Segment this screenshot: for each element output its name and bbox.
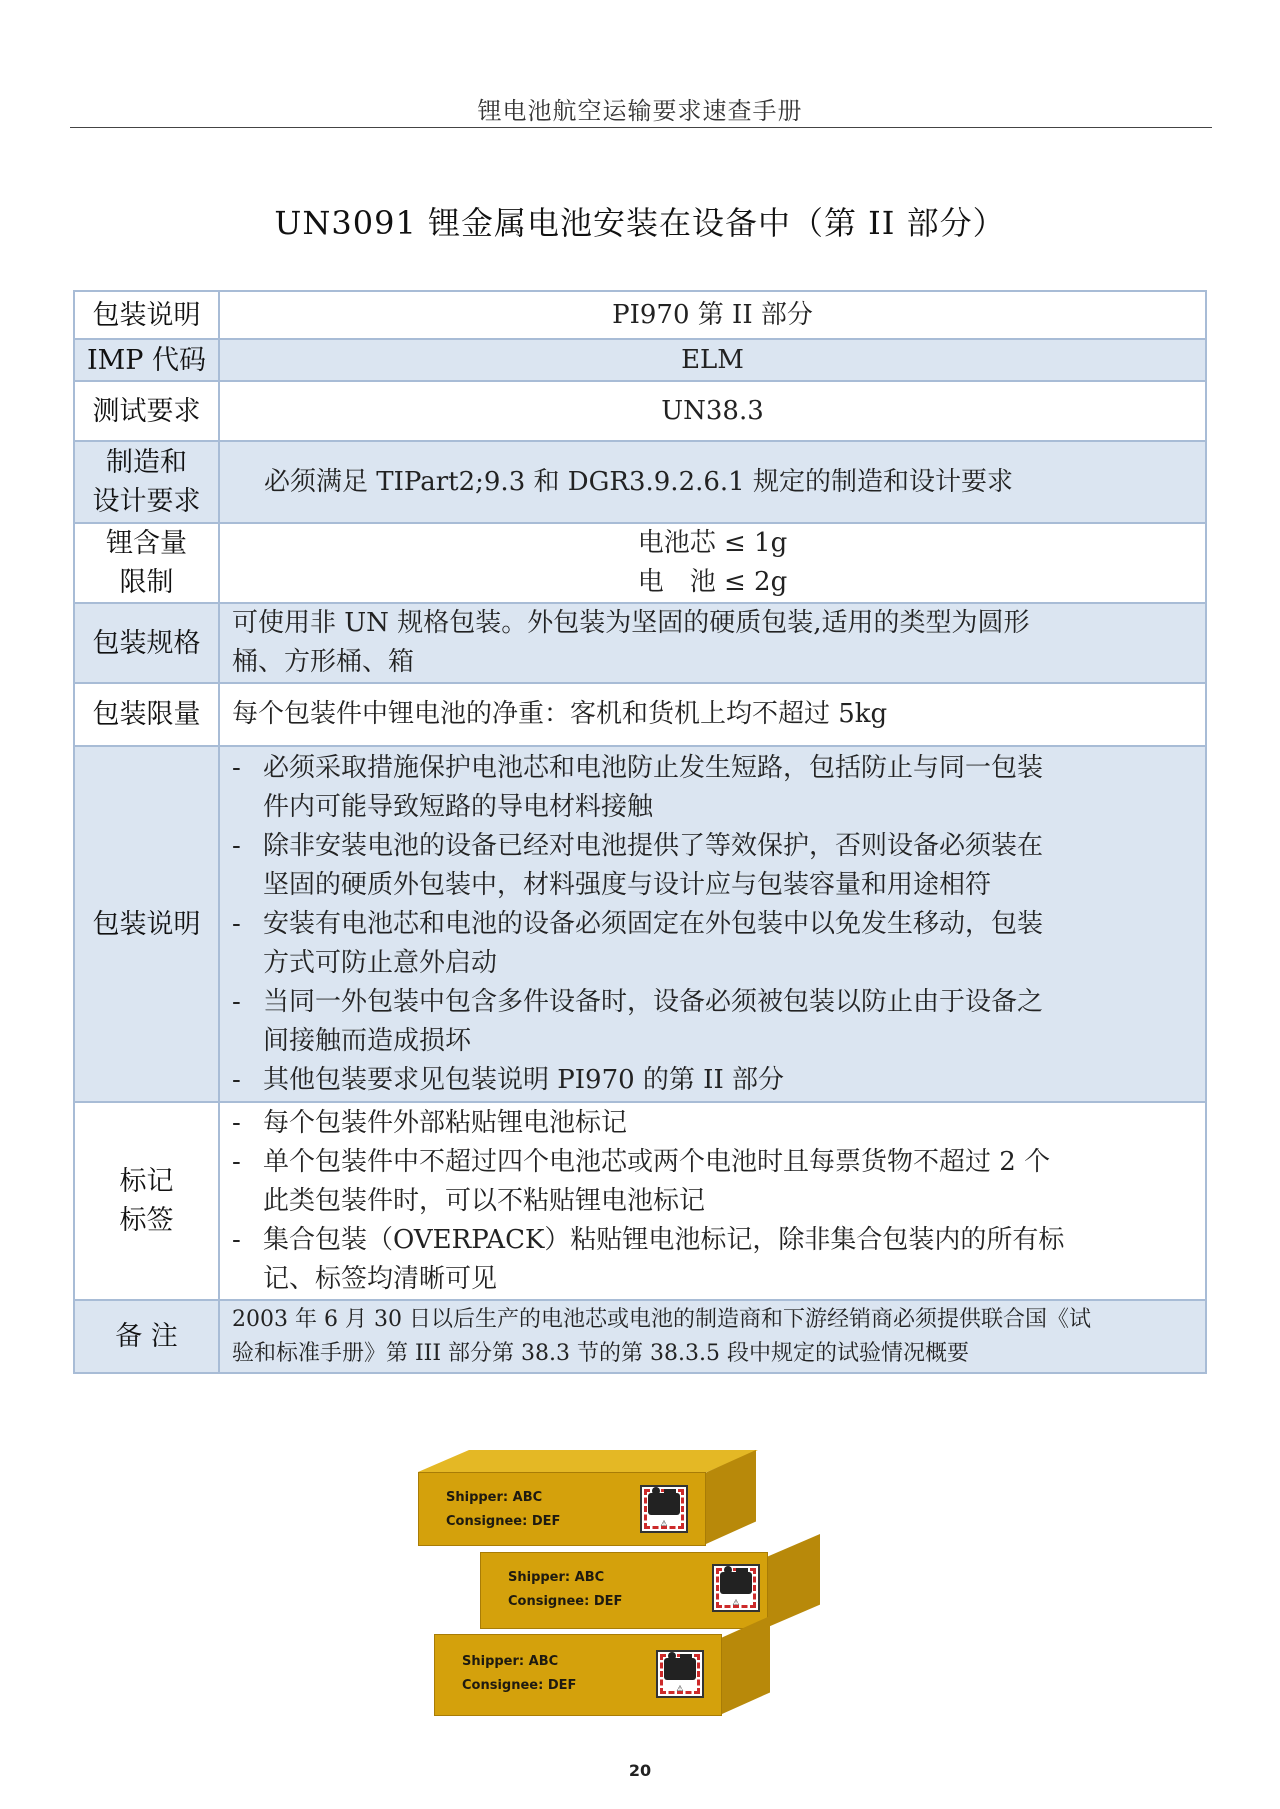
package-box-bottom: [434, 1612, 834, 1720]
row-value: ELM: [219, 339, 1206, 381]
row-value-list: [219, 1102, 1206, 1300]
battery-glyph: [720, 1572, 752, 1594]
list-item-line: 其他包装要求见包装说明 PI970 的第 II 部分: [263, 1064, 784, 1095]
list-item: [232, 1221, 1195, 1299]
row-label-line: 制造和: [106, 447, 187, 478]
row-label: 包装规格: [74, 603, 219, 683]
list-item: [232, 905, 1195, 983]
row-label-line: 设计要求: [92, 486, 201, 517]
row-value: UN38.3: [219, 381, 1206, 441]
bullet-dash: -: [232, 752, 241, 783]
list-item-line: 集合包装（OVERPACK）粘贴锂电池标记，除非集合包装内的所有标: [263, 1224, 1065, 1255]
list-item-line: 每个包装件外部粘贴锂电池标记: [263, 1107, 628, 1138]
list-item: [232, 983, 1195, 1061]
bullet-dash: -: [232, 830, 241, 861]
row-label: 包装说明: [74, 291, 219, 339]
hazard-symbol: ⚠: [676, 1684, 684, 1693]
list-item-line: 间接触而造成损坏: [263, 1025, 472, 1056]
shipper-text: Shipper: ABC: [462, 1654, 559, 1669]
list-item: [232, 749, 1195, 827]
bullet-dash: -: [232, 1064, 241, 1095]
row-value-line: 可使用非 UN 规格包装。外包装为坚固的硬质包装,适用的类型为圆形: [232, 608, 1030, 638]
row-value: [219, 603, 1206, 683]
bullet-dash: -: [232, 986, 241, 1017]
package-address: [446, 1486, 560, 1534]
package-lid: [418, 1450, 758, 1472]
list-item: [232, 1061, 1195, 1100]
table-row: [74, 1300, 1206, 1373]
row-label: [74, 441, 219, 523]
battery-glyph: [648, 1493, 680, 1515]
list-item-line: 方式可防止意外启动: [263, 947, 498, 978]
bullet-dash: -: [232, 908, 241, 939]
row-value-line: 电 池 ≤ 2g: [637, 567, 788, 597]
row-label: 测试要求: [74, 381, 219, 441]
list-item-line: 当同一外包装中包含多件设备时，设备必须被包装以防止由于设备之: [263, 986, 1044, 1017]
row-value: [219, 1300, 1206, 1373]
row-label: [74, 523, 219, 603]
list-item: [232, 1143, 1195, 1221]
table-row: [74, 523, 1206, 603]
row-label-line: 锂含量: [106, 528, 187, 559]
list-item-line: 安装有电池芯和电池的设备必须固定在外包装中以免发生移动，包装: [263, 908, 1044, 939]
hazard-symbol: ⚠: [732, 1598, 740, 1607]
lithium-battery-mark-icon: [656, 1650, 704, 1698]
list-item-line: 除非安装电池的设备已经对电池提供了等效保护，否则设备必须装在: [263, 830, 1044, 861]
spec-table: [73, 290, 1207, 1374]
table-row: [74, 381, 1206, 441]
consignee-text: Consignee: DEF: [446, 1514, 561, 1529]
table-row: [74, 441, 1206, 523]
list-item-line: 件内可能导致短路的导电材料接触: [263, 791, 654, 822]
package-side: [722, 1616, 770, 1714]
table-row: [74, 746, 1206, 1102]
hazard-symbol: ⚠: [660, 1519, 668, 1528]
bullet-dash: -: [232, 1146, 241, 1177]
row-value: [219, 523, 1206, 603]
list-item: [232, 827, 1195, 905]
consignee-text: Consignee: DEF: [462, 1678, 577, 1693]
list-item: [232, 1104, 1195, 1143]
table-row: [74, 339, 1206, 381]
lithium-battery-mark-icon: [712, 1564, 760, 1612]
list-item-line: 此类包装件时，可以不粘贴锂电池标记: [263, 1185, 706, 1216]
bullet-dash: -: [232, 1107, 241, 1138]
row-value-line: 桶、方形桶、箱: [232, 647, 415, 677]
shipper-text: Shipper: ABC: [446, 1490, 543, 1505]
bullet-dash: -: [232, 1224, 241, 1255]
row-label: 包装说明: [74, 746, 219, 1102]
row-value-line: 电池芯 ≤ 1g: [637, 528, 788, 558]
row-label: [74, 1102, 219, 1300]
row-value-list: [219, 746, 1206, 1102]
consignee-text: Consignee: DEF: [508, 1594, 623, 1609]
table-row: [74, 1102, 1206, 1300]
row-value-line: 2003 年 6 月 30 日以后生产的电池芯或电池的制造商和下游经销商必须提供联合国《试: [232, 1306, 1091, 1332]
list-item-line: 记、标签均清晰可见: [263, 1263, 498, 1294]
shipper-text: Shipper: ABC: [508, 1570, 605, 1585]
header-rule: [70, 127, 1212, 128]
row-label: 备 注: [74, 1300, 219, 1373]
lithium-battery-mark-icon: [640, 1485, 688, 1533]
row-label-line: 标签: [119, 1205, 174, 1236]
row-label: 包装限量: [74, 683, 219, 746]
running-header: 锂电池航空运输要求速查手册: [477, 97, 803, 125]
row-label-line: 限制: [119, 567, 174, 598]
row-value: 每个包装件中锂电池的净重：客机和货机上均不超过 5kg: [219, 683, 1206, 746]
table-row: [74, 683, 1206, 746]
battery-glyph: [664, 1658, 696, 1680]
page-number: 20: [628, 1761, 652, 1780]
row-value: PI970 第 II 部分: [219, 291, 1206, 339]
document-title: UN3091 锂金属电池安装在设备中（第 II 部分）: [274, 204, 1006, 242]
package-address: [462, 1650, 576, 1698]
list-item-line: 必须采取措施保护电池芯和电池防止发生短路，包括防止与同一包装: [263, 752, 1044, 783]
row-value: 必须满足 TIPart2;9.3 和 DGR3.9.2.6.1 规定的制造和设计要求: [219, 441, 1206, 523]
list-item-line: 坚固的硬质外包装中，材料强度与设计应与包装容量和用途相符: [263, 869, 992, 900]
table-row: [74, 603, 1206, 683]
row-label-line: 标记: [119, 1166, 174, 1197]
row-value-line: 验和标准手册》第 III 部分第 38.3 节的第 38.3.5 段中规定的试验情况概要: [232, 1340, 969, 1366]
table-row: [74, 291, 1206, 339]
package-address: [508, 1566, 622, 1614]
row-label: IMP 代码: [74, 339, 219, 381]
stacked-packages-figure: [418, 1450, 878, 1730]
list-item-line: 单个包装件中不超过四个电池芯或两个电池时且每票货物不超过 2 个: [263, 1146, 1051, 1177]
